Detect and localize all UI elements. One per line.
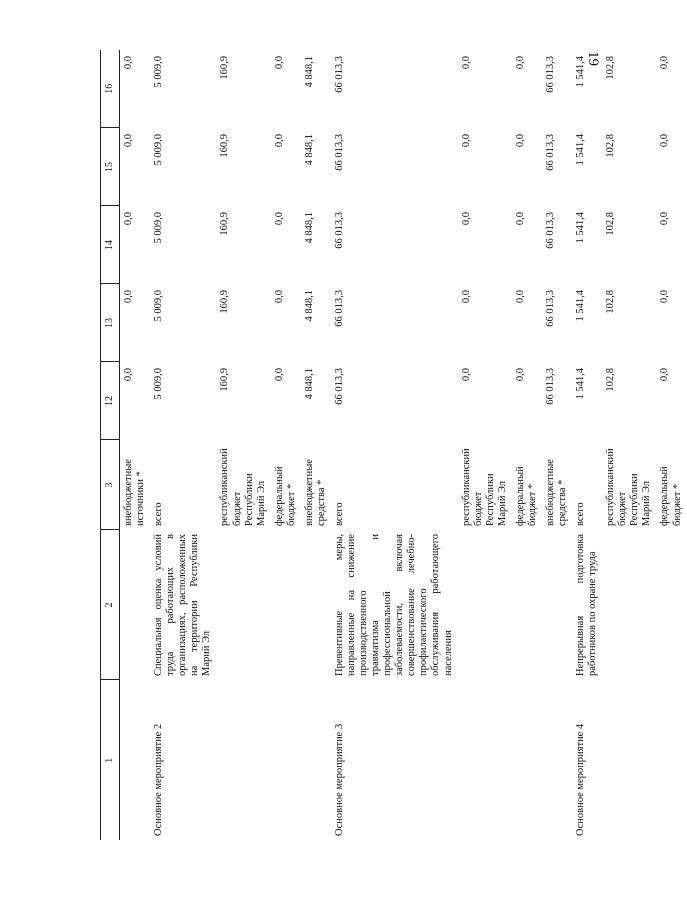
activity-description-cell: Непрерывная подготовка работников по охране труда — [575, 534, 599, 676]
activity-description-cell — [120, 530, 151, 680]
funding-source-cell: республиканский бюджет Республики Марий Эл — [605, 448, 653, 526]
amount-cell: 0,0 — [659, 56, 671, 70]
table-row — [542, 50, 572, 840]
funding-source-cell: внебюджетные средства * — [303, 459, 327, 526]
activity-name-cell — [271, 680, 301, 840]
activity-name-cell — [301, 680, 331, 840]
header-cell: 3 — [101, 440, 120, 530]
amount-cell: 0,0 — [514, 56, 526, 70]
header-row — [101, 50, 120, 840]
activity-description-cell: Специальная оценка условий труда работающих в организациях, расположенных на территории Республики Марий Эл — [153, 534, 213, 676]
amount-cell: 0,0 — [460, 212, 472, 226]
amount-cell: 102,8 — [605, 134, 617, 158]
amount-cell: 0,0 — [273, 56, 285, 70]
header-cell: 16 — [101, 50, 120, 128]
amount-cell: 0,0 — [123, 368, 134, 382]
activity-description-cell — [301, 530, 331, 680]
activity-description-cell — [602, 530, 656, 680]
amount-cell: 0,0 — [659, 368, 671, 382]
amount-cell: 0,0 — [514, 368, 526, 382]
amount-cell: 4 848,1 — [303, 368, 315, 400]
activity-name-cell: Основное мероприятие 2 — [153, 723, 165, 836]
amount-cell: 160,9 — [219, 56, 231, 80]
activity-description-cell — [542, 530, 572, 680]
table-row — [572, 50, 602, 840]
activity-name-cell — [512, 680, 542, 840]
amount-cell: 1 541,4 — [575, 56, 587, 88]
funding-source-cell: всего — [575, 502, 587, 526]
amount-cell: 102,8 — [605, 212, 617, 236]
amount-cell: 0,0 — [123, 134, 134, 148]
amount-cell: 0,0 — [460, 134, 472, 148]
budget-table — [100, 50, 687, 840]
amount-cell: 5 009,0 — [153, 290, 165, 322]
amount-cell: 1 541,4 — [575, 290, 587, 322]
activity-name-cell: Основное мероприятие 3 — [333, 723, 345, 836]
amount-cell: 5 009,0 — [153, 56, 165, 88]
amount-cell: 66 013,3 — [544, 212, 556, 249]
activity-name-cell — [120, 680, 151, 840]
header-cell: 2 — [101, 530, 120, 680]
table-row — [512, 50, 542, 840]
funding-source-cell: федеральный бюджет * — [273, 466, 297, 526]
amount-cell: 0,0 — [659, 134, 671, 148]
amount-cell: 102,8 — [605, 368, 617, 392]
amount-cell: 0,0 — [460, 368, 472, 382]
header-cell: 15 — [101, 128, 120, 206]
amount-cell: 0,0 — [123, 56, 134, 70]
activity-description-cell — [216, 530, 270, 680]
amount-cell: 66 013,3 — [544, 368, 556, 405]
amount-cell: 0,0 — [514, 212, 526, 226]
amount-cell: 4 848,1 — [303, 290, 315, 322]
amount-cell: 102,8 — [605, 56, 617, 80]
funding-source-cell: внебюджетные средства * — [544, 459, 568, 526]
amount-cell: 5 009,0 — [153, 212, 165, 244]
funding-source-cell: республиканский бюджет Республики Марий Эл — [460, 448, 508, 526]
amount-cell: 0,0 — [273, 134, 285, 148]
table-row — [331, 50, 458, 840]
amount-cell: 0,0 — [273, 290, 285, 304]
amount-cell: 160,9 — [219, 134, 231, 158]
header-cell: 12 — [101, 362, 120, 440]
amount-cell: 66 013,3 — [333, 290, 345, 327]
table-row — [216, 50, 270, 840]
funding-source-cell: республиканский бюджет Республики Марий Эл — [219, 448, 267, 526]
amount-cell: 66 013,3 — [333, 56, 345, 93]
funding-source-cell: всего — [333, 502, 345, 526]
amount-cell: 0,0 — [123, 290, 134, 304]
activity-name-cell — [216, 680, 270, 840]
activity-description-cell — [656, 530, 686, 680]
funding-source-cell: федеральный бюджет * — [514, 466, 538, 526]
amount-cell: 1 541,4 — [575, 368, 587, 400]
amount-cell: 66 013,3 — [333, 368, 345, 405]
amount-cell: 66 013,3 — [544, 56, 556, 93]
amount-cell: 160,9 — [219, 212, 231, 236]
amount-cell: 66 013,3 — [544, 134, 556, 171]
amount-cell: 0,0 — [460, 290, 472, 304]
amount-cell: 1 541,4 — [575, 212, 587, 244]
funding-source-cell: внебюджетные источники * — [123, 459, 147, 526]
amount-cell: 4 848,1 — [303, 212, 315, 244]
amount-cell: 1 541,4 — [575, 134, 587, 166]
activity-name-cell — [458, 680, 512, 840]
table-row — [120, 50, 151, 840]
amount-cell: 0,0 — [659, 290, 671, 304]
amount-cell: 0,0 — [514, 290, 526, 304]
table-row — [271, 50, 301, 840]
funding-source-cell: всего — [153, 502, 165, 526]
activity-description-cell — [271, 530, 301, 680]
table-row — [301, 50, 331, 840]
amount-cell: 0,0 — [460, 56, 472, 70]
activity-description-cell — [458, 530, 512, 680]
table-row — [458, 50, 512, 840]
activity-description-cell — [512, 530, 542, 680]
header-cell: 13 — [101, 284, 120, 362]
table-row — [602, 50, 656, 840]
amount-cell: 0,0 — [123, 212, 134, 226]
amount-cell: 160,9 — [219, 368, 231, 392]
table-row — [150, 50, 216, 840]
amount-cell: 4 848,1 — [303, 134, 315, 166]
amount-cell: 102,8 — [605, 290, 617, 314]
amount-cell: 66 013,3 — [333, 212, 345, 249]
amount-cell: 160,9 — [219, 290, 231, 314]
activity-description-cell: Превентивные меры, направленные на снижение производственного травматизма и профессиональной заболеваемости, включая совершенствование лечебно-профилактического обслуживания работающего населения — [333, 534, 454, 676]
header-cell: 1 — [101, 680, 120, 840]
activity-name-cell — [542, 680, 572, 840]
table-row — [656, 50, 686, 840]
activity-name-cell — [602, 680, 656, 840]
amount-cell: 0,0 — [273, 212, 285, 226]
amount-cell: 5 009,0 — [153, 368, 165, 400]
activity-name-cell — [656, 680, 686, 840]
header-cell: 14 — [101, 206, 120, 284]
amount-cell: 0,0 — [514, 134, 526, 148]
amount-cell: 4 848,1 — [303, 56, 315, 88]
amount-cell: 0,0 — [659, 212, 671, 226]
activity-name-cell: Основное мероприятие 4 — [575, 723, 587, 836]
funding-source-cell: федеральный бюджет * — [659, 466, 683, 526]
amount-cell: 66 013,3 — [544, 290, 556, 327]
amount-cell: 0,0 — [273, 368, 285, 382]
page-number: 19 — [585, 51, 601, 66]
amount-cell: 5 009,0 — [153, 134, 165, 166]
amount-cell: 66 013,3 — [333, 134, 345, 171]
